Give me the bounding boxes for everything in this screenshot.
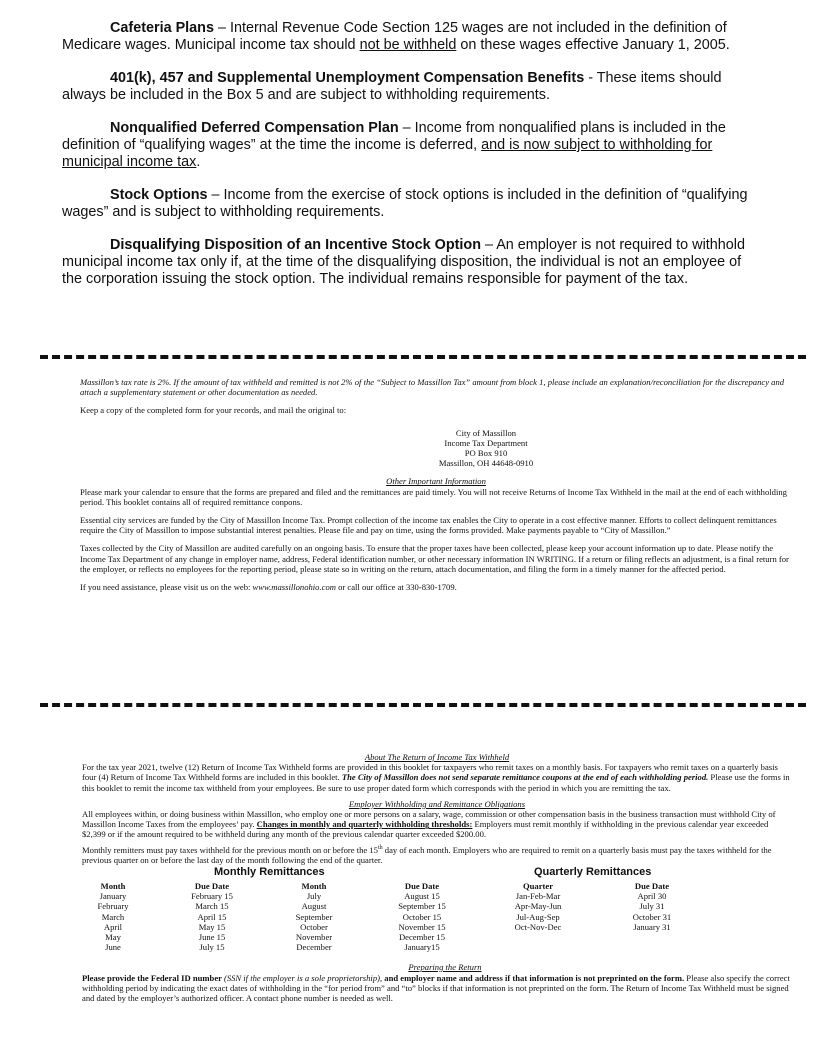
about-paragraph xyxy=(82,762,792,793)
month-header: Month xyxy=(100,880,126,891)
about-text: For the tax year 2021, twelve (12) Return of Income Tax Withheld forms are provided in this booklet for taxpayers who remit taxes on a monthly basis. For taxpayers who remit taxes on a quarterly basis four (4) Return of Income Tax Withheld forms are included in this booklet. xyxy=(82,762,778,783)
month-cell: June xyxy=(105,942,121,953)
cafeteria-plans-text-end: on these wages effective January 1, 2005. xyxy=(456,37,730,53)
address-line: Income Tax Department xyxy=(444,437,528,448)
nonqualified-paragraph xyxy=(62,120,752,171)
quarter-cell: Oct-Nov-Dec xyxy=(514,921,562,932)
preparing-heading: Preparing the Return xyxy=(408,961,482,972)
month-cell: May xyxy=(105,931,121,942)
remittance-schedule xyxy=(82,865,792,985)
employer-heading: Employer Withholding and Remittance Obligations xyxy=(348,798,526,809)
due-date-cell: April 15 xyxy=(197,911,227,922)
due-date-cell: August 15 xyxy=(404,891,440,902)
preparing-emphasis-end: and employer name and address if that information is not preprinted on the form. xyxy=(382,972,685,983)
quarter-cell: Apr-May-Jun xyxy=(514,901,562,912)
month-header: Month xyxy=(301,880,327,891)
monthly-text: Monthly remitters must pay taxes withheld for the previous month on or before the 15 xyxy=(82,844,378,855)
monthly-remittances-title: Monthly Remittances xyxy=(214,865,325,878)
audited-paragraph: Taxes collected by the City of Massillon are audited carefully on an ongoing basis. To ensure that the proper taxes have been collected, please keep your account information up to date. Please notify the Income Tax Department of any change in employer name, address, Federal identification number, or other necessary information IN WRITING. If a return or filing reflects an adjustment, is a final return for the employer, or reflects no employees for the reporting period, please state so in writing on the return, attach documentation, and filing the form in a timely manner for the affected period. xyxy=(80,543,789,574)
quarter-due-column xyxy=(612,881,692,932)
middle-section xyxy=(80,377,792,600)
due-date-cell: March 15 xyxy=(195,901,229,912)
due-date-cell: January15 xyxy=(404,942,440,953)
due-date-cell: October 15 xyxy=(402,911,442,922)
due-date-header: Due Date xyxy=(194,880,230,891)
ordinal-suffix: th xyxy=(377,844,383,851)
nonqualified-text-end: . xyxy=(196,154,201,170)
month-cell: January xyxy=(99,891,127,902)
tax-rate-note: Massillon’s tax rate is 2%. If the amount of tax withheld and remitted is not 2% of the “Subject to Massillon Tax” amount from block 1, please include an explanation/reconciliation for the discrepancy and attach a supplementary statement or other documentation as needed. xyxy=(80,377,785,398)
stock-options-text: – Income from the exercise of stock options is included in the definition of “qualifying wages” and is subject to withholding requirements. xyxy=(62,187,748,220)
thresholds-emphasis: Changes in monthly and quarterly withholding thresholds: xyxy=(256,819,473,830)
essential-services-paragraph: Essential city services are funded by the City of Massillon Income Tax. Prompt collection of the income tax enables the City to operate in a cost effective manner. Efforts to collect delinquent remittances require the City of Massillon to impose substantial interest penalties. Please file and pay on time, using the forms provided. Make payments payable to “City of Massillon.” xyxy=(80,515,777,536)
monthly-text-end: day of each month. Employers who are required to remit on a quarterly basis must pay the taxes withheld for the previous quarter on or before the last day of the month following the end of the quarter. xyxy=(82,844,772,865)
about-text-end: Please use the forms in this booklet to remit the income tax withheld from your employees. Be sure to use proper dated form which corresponds with the period in which you are remitting the tax. xyxy=(82,772,790,793)
assistance-paragraph xyxy=(80,582,792,592)
assistance-text: If you need assistance, please visit us on the web: xyxy=(80,582,253,593)
due-date-cell: February 15 xyxy=(191,891,233,902)
month-cell: September xyxy=(295,911,333,922)
due-date-cell: September 15 xyxy=(398,901,446,912)
due-date-cell: April 30 xyxy=(637,891,667,902)
401k-text: - These items should always be included in the Box 5 and are subject to withholding requirements. xyxy=(62,70,722,103)
due-date-cell: October 31 xyxy=(632,911,672,922)
months-column-1 xyxy=(82,881,144,952)
nonqualified-text: – Income from nonqualified plans is included in the definition of “qualifying wages” at the time the income is deferred, xyxy=(62,120,726,153)
website-link[interactable]: www.massillonohio.com xyxy=(252,582,336,593)
preparing-text: Please also specify the correct withholding period by indicating the exact dates of withholding in the “for period from” and “to” blocks if that information is not preprinted on the form. The Return of Income Tax Withheld must be signed and dated by the employer’s authorized officer. A contact phone number is needed as well. xyxy=(82,972,790,1004)
disqualifying-text: – An employer is not required to withhold municipal income tax only if, at the time of the disqualifying disposition, the individual is not an employee of the corporation issuing the stock option. The individual remains responsible for payment of the tax. xyxy=(62,237,745,287)
stock-options-paragraph xyxy=(62,187,752,221)
month-cell: November xyxy=(295,931,333,942)
top-section xyxy=(62,20,752,304)
preparing-emphasis: Please provide the Federal ID number xyxy=(82,972,224,983)
cafeteria-plans-underlined: not be withheld xyxy=(359,37,457,53)
quarters-column xyxy=(498,881,578,932)
nonqualified-underlined: and is now subject to withholding for municipal income tax xyxy=(62,137,713,170)
quarter-cell: Jan-Feb-Mar xyxy=(515,891,561,902)
401k-heading: 401(k), 457 and Supplemental Unemployment Compensation Benefits xyxy=(110,70,585,86)
nonqualified-heading: Nonqualified Deferred Compensation Plan xyxy=(110,120,399,136)
due-dates-column-1 xyxy=(174,881,250,952)
other-info-heading: Other Important Information xyxy=(386,476,486,487)
preparing-italic: (SSN if the employer is a sole proprietorship), xyxy=(223,972,383,983)
due-date-cell: June 15 xyxy=(198,931,226,942)
months-column-2 xyxy=(276,881,352,952)
calendar-paragraph: Please mark your calendar to ensure that the forms are prepared and filed and the remittances are paid timely. You will not receive Returns of Income Tax Withheld in the mail at the end of each withholding period. This booklet contains all of required remittance conpons. xyxy=(80,486,787,507)
due-date-cell: November 15 xyxy=(398,921,446,932)
stock-options-heading: Stock Options xyxy=(110,187,208,203)
month-cell: March xyxy=(101,911,125,922)
401k-paragraph xyxy=(62,70,752,104)
due-dates-column-2 xyxy=(382,881,462,952)
month-cell: February xyxy=(97,901,129,912)
monthly-remitters-paragraph xyxy=(82,843,792,865)
keep-copy-note: Keep a copy of the completed form for your records, and mail the original to: xyxy=(80,405,347,416)
cafeteria-plans-text: – Internal Revenue Code Section 125 wages are not included in the definition of Medicare wages. Municipal income tax should xyxy=(62,20,727,53)
cut-line-divider xyxy=(40,703,806,707)
month-cell: October xyxy=(300,921,328,932)
due-date-cell: July 31 xyxy=(639,901,665,912)
employer-text: All employees within, or doing business within Massillon, who employ one or more persons on a salary, wage, commission or other compensation basis in the business transaction must withhold City of Massillon Income Taxes from the employees’ pay. xyxy=(82,809,776,830)
month-cell: April xyxy=(103,921,123,932)
bottom-section xyxy=(82,752,792,1007)
employer-paragraph xyxy=(82,809,792,840)
quarter-header: Quarter xyxy=(522,880,554,891)
employer-text-end: Employers must remit monthly if withholding in the previous calendar year exceeded $2,399 or if the amount required to be withheld during any month of the previous calendar quarter exceeded $200.00. xyxy=(82,819,769,840)
month-cell: August xyxy=(301,901,327,912)
due-date-header: Due Date xyxy=(634,880,670,891)
about-emphasis: The City of Massillon does not send separate remittance coupons at the end of each withholding period. xyxy=(341,772,709,783)
cafeteria-plans-heading: Cafeteria Plans xyxy=(110,20,214,36)
month-cell: July xyxy=(306,891,322,902)
month-cell: December xyxy=(296,942,332,953)
address-line: City of Massillon xyxy=(455,427,517,438)
about-heading: About The Return of Income Tax Withheld xyxy=(364,752,510,762)
disqualifying-paragraph xyxy=(62,237,752,288)
quarter-cell: Jul-Aug-Sep xyxy=(516,911,560,922)
disqualifying-heading: Disqualifying Disposition of an Incentive Stock Option xyxy=(110,237,481,253)
cut-line-divider xyxy=(40,355,806,359)
mailing-address xyxy=(180,428,792,469)
cafeteria-plans-paragraph xyxy=(62,20,752,54)
address-line: Massillon, OH 44648-0910 xyxy=(438,458,534,469)
quarterly-remittances-title: Quarterly Remittances xyxy=(534,865,652,878)
due-date-cell: January 31 xyxy=(633,921,671,932)
assistance-text-end: or call our office at 330-830-1709. xyxy=(335,582,457,593)
due-date-cell: May 15 xyxy=(198,921,226,932)
address-line: PO Box 910 xyxy=(464,448,508,459)
due-date-header: Due Date xyxy=(404,880,440,891)
due-date-cell: July 15 xyxy=(199,942,225,953)
due-date-cell: December 15 xyxy=(398,931,446,942)
